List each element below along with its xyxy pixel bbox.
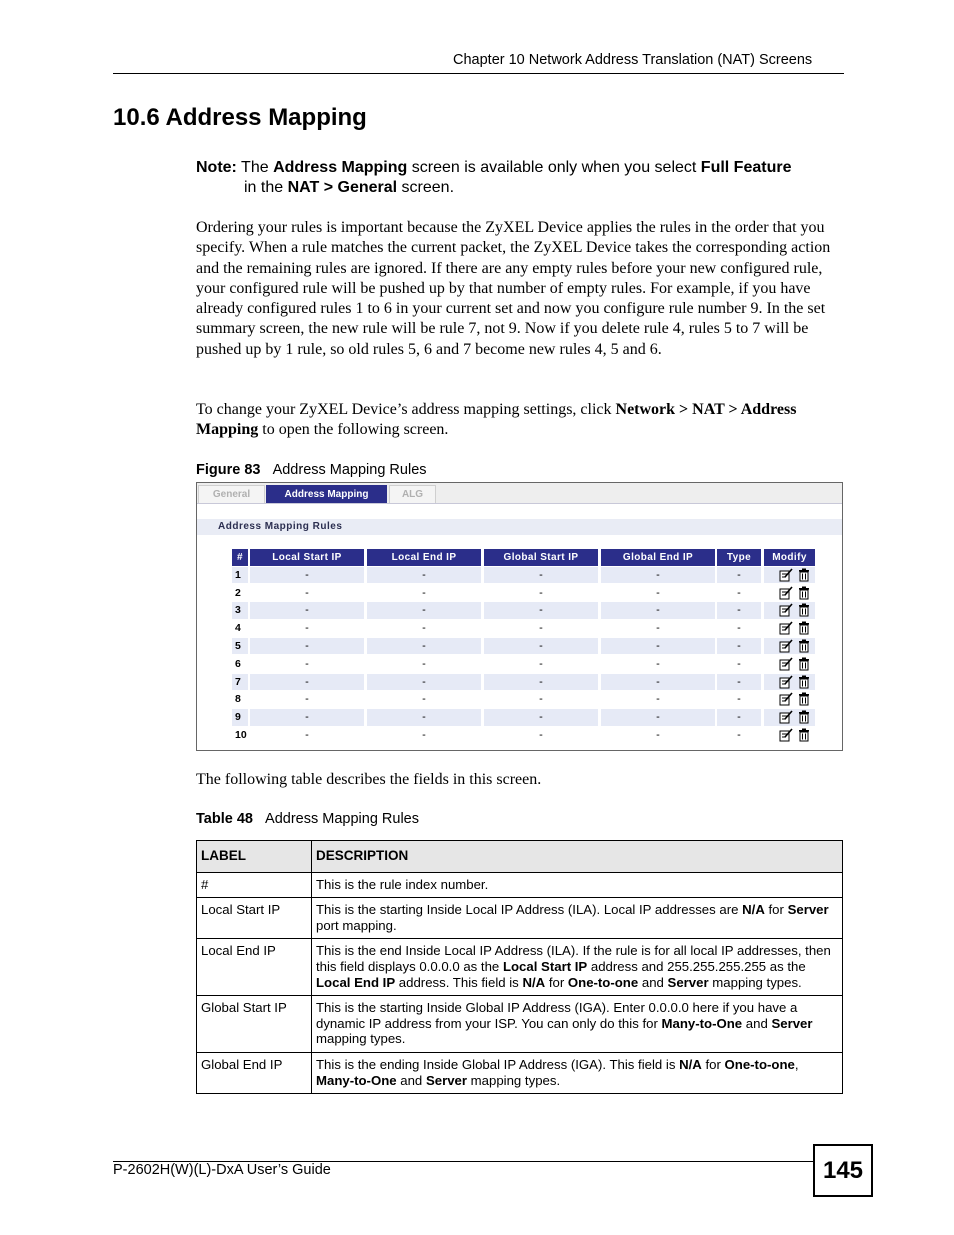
- global-start-ip: -: [484, 674, 598, 691]
- rule-index: 1: [232, 567, 248, 584]
- description-text: mapping types.: [316, 1031, 406, 1047]
- col-modify: Modify: [764, 549, 815, 566]
- rule-type: -: [717, 674, 761, 691]
- description-text: mapping types.: [708, 974, 802, 990]
- description-bold: N/A: [679, 1056, 702, 1072]
- table-caption: [196, 811, 419, 827]
- description-text: for: [701, 1056, 725, 1072]
- local-start-ip: -: [250, 567, 364, 584]
- description-bold: Local Start IP: [502, 958, 588, 974]
- delete-icon[interactable]: [798, 728, 810, 742]
- field-label: Global End IP: [197, 1052, 312, 1093]
- rule-type: -: [717, 602, 761, 619]
- delete-icon[interactable]: [798, 639, 810, 653]
- p2-text-1: To change your ZyXEL Device’s address mapping settings, click: [196, 401, 616, 418]
- rule-type: -: [717, 638, 761, 655]
- paragraph-ordering: Ordering your rules is important because the ZyXEL Device applies the rules in the order that you specify. When a rule matches the current packet, the ZyXEL Device takes the corresponding action and the remaining rules are ignored. If there are any empty rules before your new configured rule, your configured rule will be pushed up by that number of empty rules. For example, if you have already configured rules 1 to 6 in your current set and now you configure rule number 9. In the set summary screen, the new rule will be rule 7, not 9. Now if you delete rule 4, rules 5 to 7 will be pushed up by 1 rule, so old rules 5, 6 and 7 become new rules 4, 5 and 6.: [196, 219, 831, 358]
- modify-cell: [764, 638, 815, 655]
- chapter-header: Chapter 10 Network Address Translation (NAT) Screens: [453, 52, 813, 68]
- delete-icon[interactable]: [798, 675, 810, 689]
- description-text: This is the end Inside Local IP Address (ILA). If the rule is for all local IP addresses, then this field displays 0.0.0.0 as the: [316, 943, 831, 974]
- description-text: and: [742, 1015, 772, 1031]
- delete-icon[interactable]: [798, 568, 810, 582]
- delete-icon[interactable]: [798, 586, 810, 600]
- p2-bold: Network > NAT > Address Mapping: [196, 401, 797, 439]
- rule-type: -: [717, 567, 761, 584]
- description-text: for: [545, 974, 568, 990]
- global-start-ip: -: [484, 638, 598, 655]
- note-bold-3: NAT > General: [287, 179, 398, 196]
- description-text: This is the starting Inside Global IP Address (IGA). Enter 0.0.0.0 here if you have a dynamic IP address from your ISP. You can only do this for: [316, 1000, 798, 1031]
- edit-icon[interactable]: [779, 710, 793, 724]
- col-local-end-ip: Local End IP: [367, 549, 481, 566]
- delete-icon[interactable]: [798, 603, 810, 617]
- paragraph-table-intro: The following table describes the fields in this screen.: [196, 771, 542, 788]
- rule-index: 6: [235, 657, 241, 670]
- col-global-start-ip: Global Start IP: [484, 549, 598, 566]
- description-text: address. This field is: [395, 974, 523, 990]
- description-text: This is the ending Inside Global IP Address (IGA). This field is: [316, 1056, 680, 1072]
- field-description: [312, 1052, 843, 1093]
- modify-cell: [764, 567, 815, 584]
- fields-table-row: [197, 996, 843, 1053]
- description-bold: N/A: [522, 974, 546, 990]
- figure-label: Figure 83: [196, 462, 261, 478]
- description-bold: Server: [787, 902, 829, 918]
- description-text: for: [764, 902, 788, 918]
- rule-type: -: [737, 693, 741, 706]
- local-start-ip: -: [305, 622, 309, 635]
- description-bold: Server: [667, 974, 709, 990]
- modify-cell: [764, 727, 815, 744]
- description-bold: N/A: [742, 902, 765, 918]
- edit-icon[interactable]: [779, 586, 793, 600]
- field-description: [312, 872, 843, 898]
- tab-general[interactable]: General: [198, 485, 265, 503]
- table-label: Table 48: [196, 811, 253, 827]
- note-text-4: screen.: [397, 179, 455, 196]
- description-text: and: [638, 974, 668, 990]
- col-index: #: [232, 549, 248, 566]
- field-label: Global Start IP: [197, 996, 312, 1053]
- local-end-ip: -: [422, 693, 426, 706]
- global-start-ip: -: [539, 586, 543, 599]
- page-number: 145: [813, 1144, 873, 1197]
- table-caption-text: Address Mapping Rules: [265, 811, 419, 827]
- local-start-ip: -: [250, 709, 364, 726]
- global-start-ip: -: [539, 657, 543, 670]
- edit-icon[interactable]: [779, 657, 793, 671]
- tab-bar: [197, 483, 842, 504]
- global-end-ip: -: [601, 674, 715, 691]
- global-start-ip: -: [539, 728, 543, 741]
- rule-type: -: [717, 709, 761, 726]
- note-text-1: The: [236, 159, 274, 176]
- fields-table: [196, 840, 843, 1094]
- rule-type: -: [737, 622, 741, 635]
- global-start-ip: -: [484, 567, 598, 584]
- local-end-ip: -: [367, 602, 481, 619]
- global-end-ip: -: [656, 657, 660, 670]
- description-text: port mapping.: [316, 917, 397, 933]
- section-bar: [197, 519, 842, 535]
- rule-index: 10: [235, 728, 247, 741]
- rule-index: 3: [232, 602, 248, 619]
- section-title: 10.6 Address Mapping: [113, 104, 367, 131]
- local-start-ip: -: [305, 586, 309, 599]
- edit-icon[interactable]: [779, 603, 793, 617]
- note-bold-2: Full Feature: [700, 159, 792, 176]
- global-end-ip: -: [601, 602, 715, 619]
- global-end-ip: -: [656, 728, 660, 741]
- description-bold: Server: [425, 1072, 468, 1088]
- description-bold: Many-to-One: [316, 1072, 397, 1088]
- modify-cell: [764, 585, 815, 602]
- header-rule: [113, 73, 844, 74]
- global-start-ip: -: [539, 622, 543, 635]
- edit-icon[interactable]: [779, 675, 793, 689]
- modify-cell: [764, 620, 815, 637]
- p2-text-2: to open the following screen.: [258, 421, 449, 439]
- tab-address-mapping[interactable]: Address Mapping: [266, 485, 387, 503]
- note-label: Note:: [196, 159, 237, 176]
- rule-type: -: [737, 657, 741, 670]
- local-end-ip: -: [422, 622, 426, 635]
- edit-icon[interactable]: [779, 728, 793, 742]
- fields-table-row: [197, 1052, 843, 1093]
- local-start-ip: -: [250, 674, 364, 691]
- modify-cell: [764, 691, 815, 708]
- header-label: LABEL: [197, 841, 312, 873]
- fields-table-row: [197, 898, 843, 939]
- description-text: ,: [794, 1056, 799, 1072]
- global-end-ip: -: [656, 693, 660, 706]
- local-end-ip: -: [367, 709, 481, 726]
- edit-icon[interactable]: [779, 639, 793, 653]
- global-end-ip: -: [656, 622, 660, 635]
- field-label: Local Start IP: [197, 898, 312, 939]
- local-end-ip: -: [422, 728, 426, 741]
- global-end-ip: -: [601, 638, 715, 655]
- paragraph-instructions: [196, 400, 843, 441]
- section-bar-title: Address Mapping Rules: [218, 521, 343, 532]
- local-start-ip: -: [250, 638, 364, 655]
- rule-index: 9: [232, 709, 248, 726]
- local-end-ip: -: [367, 638, 481, 655]
- local-start-ip: -: [305, 728, 309, 741]
- modify-cell: [764, 674, 815, 691]
- global-start-ip: -: [484, 602, 598, 619]
- field-label: Local End IP: [197, 939, 312, 996]
- field-label: #: [197, 872, 312, 898]
- delete-icon[interactable]: [798, 621, 810, 635]
- local-start-ip: -: [305, 693, 309, 706]
- global-start-ip: -: [539, 693, 543, 706]
- edit-icon[interactable]: [779, 568, 793, 582]
- global-end-ip: -: [601, 709, 715, 726]
- description-text: mapping types.: [467, 1072, 561, 1088]
- description-bold: Local End IP: [316, 974, 396, 990]
- global-start-ip: -: [484, 709, 598, 726]
- rule-type: -: [737, 728, 741, 741]
- modify-cell: [764, 709, 815, 726]
- tab-alg[interactable]: ALG: [389, 485, 436, 503]
- description-text: This is the rule index number.: [316, 876, 489, 892]
- description-bold: Server: [771, 1015, 813, 1031]
- rule-index: 4: [235, 622, 241, 635]
- edit-icon[interactable]: [779, 692, 793, 706]
- figure-caption-text: Address Mapping Rules: [272, 462, 427, 478]
- field-description: [312, 996, 843, 1053]
- modify-cell: [764, 602, 815, 619]
- footer-guide: P-2602H(W)(L)-DxA User’s Guide: [113, 1162, 331, 1178]
- address-mapping-screenshot: [196, 482, 843, 751]
- fields-table-row: [197, 939, 843, 996]
- note-bold-1: Address Mapping: [273, 159, 408, 176]
- local-start-ip: -: [305, 657, 309, 670]
- description-bold: Many-to-One: [661, 1015, 743, 1031]
- fields-table-header: [197, 841, 843, 873]
- header-description: DESCRIPTION: [312, 841, 843, 873]
- note-text-2: screen is available only when you select: [407, 159, 701, 176]
- note-text-3: in the: [244, 179, 288, 196]
- rule-index: 5: [232, 638, 248, 655]
- local-end-ip: -: [367, 674, 481, 691]
- field-description: [312, 939, 843, 996]
- delete-icon[interactable]: [798, 657, 810, 671]
- delete-icon[interactable]: [798, 692, 810, 706]
- global-end-ip: -: [601, 567, 715, 584]
- local-end-ip: -: [422, 586, 426, 599]
- figure-caption: [196, 462, 427, 478]
- edit-icon[interactable]: [779, 621, 793, 635]
- description-bold: One-to-one: [567, 974, 639, 990]
- rule-index: 7: [232, 674, 248, 691]
- local-end-ip: -: [422, 657, 426, 670]
- note: [196, 158, 846, 198]
- description-text: This is the starting Inside Local IP Address (ILA). Local IP addresses are: [316, 902, 743, 918]
- global-end-ip: -: [656, 586, 660, 599]
- rule-index: 8: [235, 693, 241, 706]
- field-description: [312, 898, 843, 939]
- fields-table-row: [197, 872, 843, 898]
- col-global-end-ip: Global End IP: [601, 549, 715, 566]
- description-text: and: [396, 1072, 426, 1088]
- description-bold: One-to-one: [724, 1056, 795, 1072]
- description-text: address and 255.255.255.255 as the: [587, 958, 806, 974]
- rule-index: 2: [235, 586, 241, 599]
- local-start-ip: -: [250, 602, 364, 619]
- local-end-ip: -: [367, 567, 481, 584]
- col-local-start-ip: Local Start IP: [250, 549, 364, 566]
- modify-cell: [764, 656, 815, 673]
- col-type: Type: [717, 549, 761, 566]
- delete-icon[interactable]: [798, 710, 810, 724]
- rule-type: -: [737, 586, 741, 599]
